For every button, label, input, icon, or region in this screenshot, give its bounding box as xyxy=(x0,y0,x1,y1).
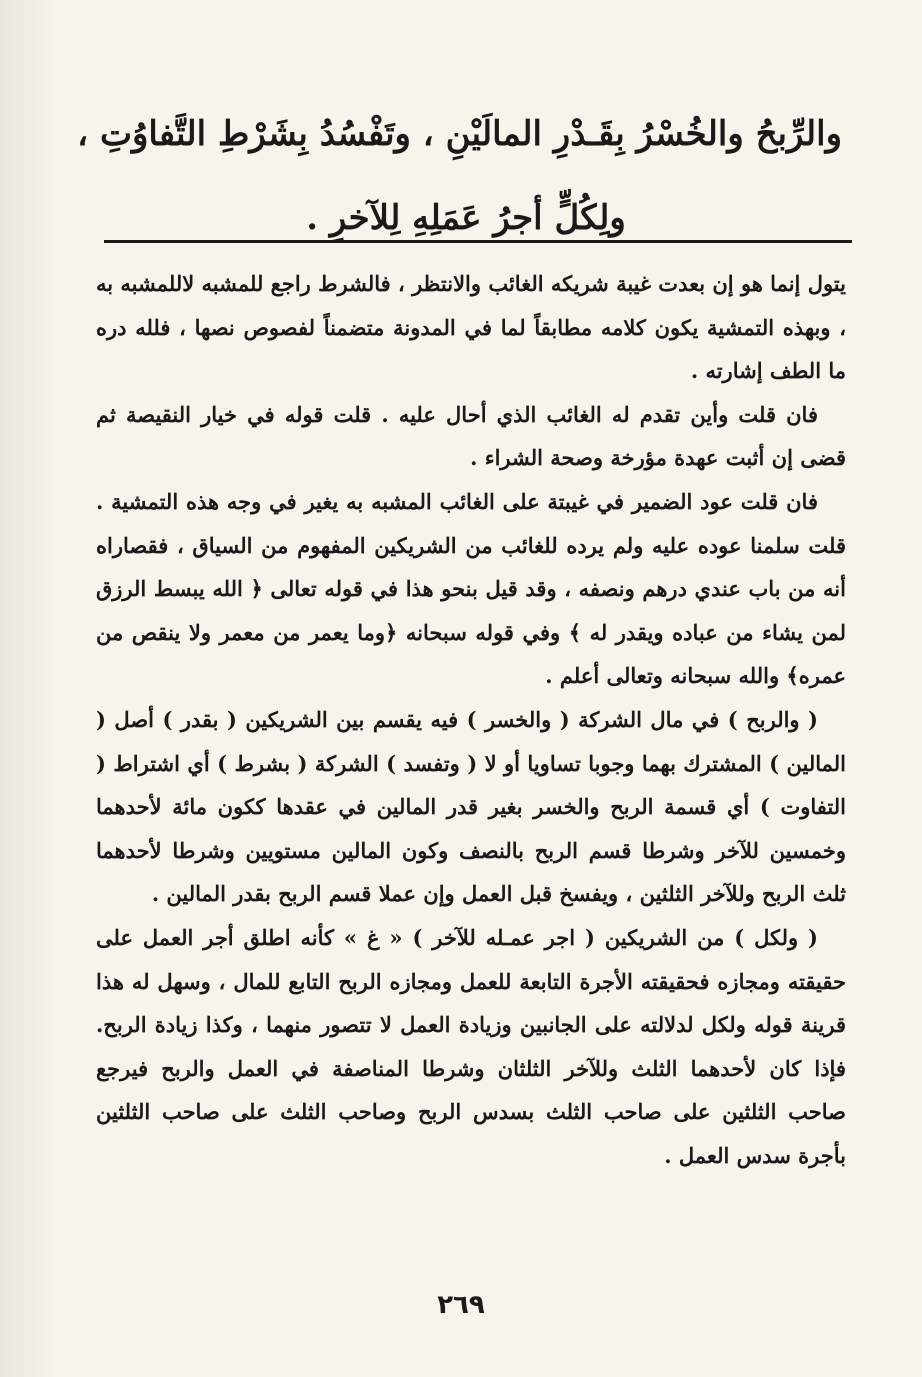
matn-verse xyxy=(77,92,842,260)
page-edge-shadow xyxy=(0,0,60,1377)
page-number: ٢٦٩ xyxy=(437,1290,485,1320)
separator-rule xyxy=(104,240,852,243)
commentary-paragraph-5: ( ولكل ) من الشريكين ( اجر عمـله للآخر ) « غ » كأنه اطلق أجر العمل على حقيقته ومجازه فحقيقته الأجرة التابعة للعمل ومجازه الربح التابع للمال ، وسهل له هذا قرينة قوله ولكل لدلالته على الجانبين وزيادة العمل لا تتصور منهما ، وكذا زيادة الربح. فإذا كان لأحدهما الثلث وللآخر الثلثان وشرطا المناصفة في العمل والربح فيرجع صاحب الثلثين على صاحب الثلث بسدس الربح وصاحب الثلث على صاحب الثلثين بأجرة سدس العمل . xyxy=(96,924,846,1168)
commentary-paragraph-2: فان قلت وأين تقدم له الغائب الذي أحال عليه . قلت قوله في خيار النقيصة ثم قضى إن أثبت عهدة مؤرخة وصحة الشراء . xyxy=(96,401,846,471)
commentary-paragraph-4: ( والربح ) في مال الشركة ( والخسر ) فيه يقسم بين الشريكين ( بقدر ) أصل ( المالين ) المشترك بهما وجوبا تساويا أو لا ( وتفسد ) الشركة ( بشرط ) أي اشتراط ( التفاوت ) أي قسمة الربح والخسر بغير قدر المالين في عقدها ككون مائة لأحدهما وخمسين للآخر وشرطا قسم الربح بالنصف وكون المالين مستويين وشرطا لأحدهما ثلث الربح وللآخر الثلثين ، ويفسخ قبل العمل وإن عملا قسم الربح بقدر المالين . xyxy=(96,706,846,907)
verse-line-1: والرِّبحُ والخُسْرُ بِقَـدْرِ المالَيْنِ ، وتَفْسُدُ بِشَرْطِ التَّفاوُتِ ، xyxy=(77,114,842,154)
verse-line-2: ولِكُلٍّ أجرُ عَمَلِهِ لِلآخرِ . xyxy=(306,198,626,238)
commentary-paragraph-1: يتول إنما هو إن بعدت غيبة شريكه الغائب والانتظر ، فالشرط راجع للمشبه لاللمشبه به ، وبهذه التمشية يكون كلامه مطابقاً لما في المدونة متضمناً لفصوص نصها ، فلله دره ما الطف إشارته . xyxy=(96,271,846,384)
commentary-body xyxy=(96,262,846,1177)
commentary-paragraph-3: فان قلت عود الضمير في غيبتة على الغائب المشبه به يغير في وجه هذه التمشية . قلت سلمنا عوده عليه ولم يرده للغائب من الشريكين المفهوم من السياق ، فقصاراه أنه من باب عندي درهم ونصفه ، وقد قيل بنحو هذا في قوله تعالى ﴿ الله يبسط الرزق لمن يشاء من عباده ويقدر له ﴾ وفي قوله سبحانه ﴿وما يعمر من معمر ولا ينقص من عمره﴾ والله سبحانه وتعالى أعلم . xyxy=(96,488,846,689)
